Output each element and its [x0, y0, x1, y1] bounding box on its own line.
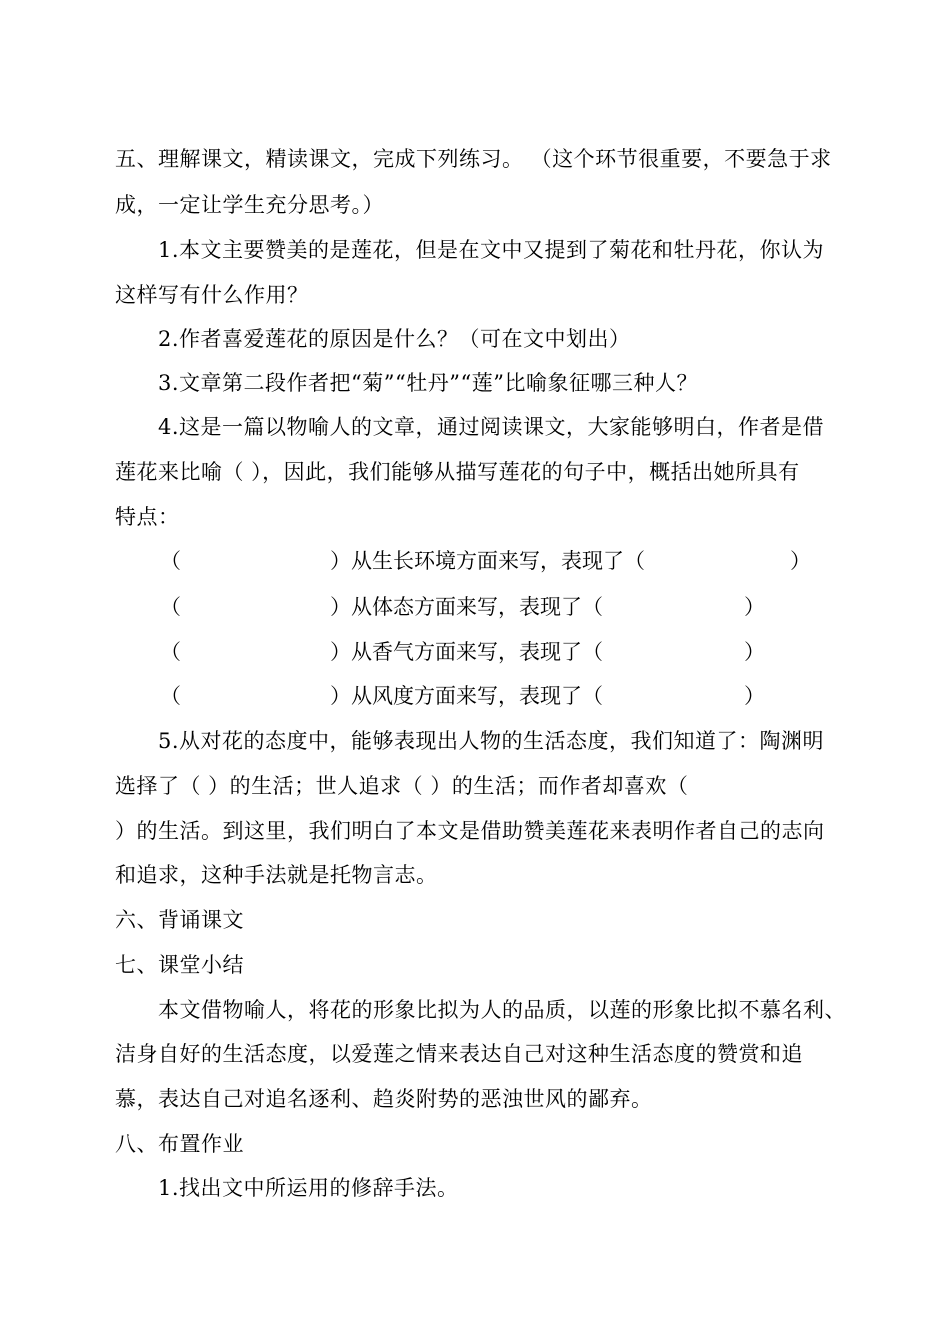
- blank-close: ）: [744, 595, 765, 619]
- blank-middle: ）从生长环境方面来写，表现了（: [330, 549, 645, 573]
- section8-heading: 八、布置作业: [115, 1132, 244, 1156]
- blank-close: ）: [744, 684, 765, 708]
- blank-open: （: [160, 549, 181, 573]
- question-5-line1: 5.从对花的态度中，能够表现出人物的生活态度，我们知道了：陶渊明: [158, 729, 825, 753]
- homework-item-1: 1.找出文中所运用的修辞手法。: [158, 1176, 459, 1200]
- question-2: 2.作者喜爱莲花的原因是什么？（可在文中划出）: [158, 327, 631, 351]
- question-4-line2: 莲花来比喻（ ），因此，我们能够从描写莲花的句子中，概括出她所具有: [115, 460, 800, 484]
- summary-line2: 洁身自好的生活态度，以爱莲之情来表达自己对这种生活态度的赞赏和追: [115, 1042, 803, 1066]
- question-1-line1: 1.本文主要赞美的是莲花，但是在文中又提到了菊花和牡丹花，你认为: [158, 238, 825, 262]
- section6-heading: 六、背诵课文: [115, 908, 244, 932]
- section5-heading-line1: 五、理解课文，精读课文，完成下列练习。 （这个环节很重要，不要急于求: [115, 147, 832, 171]
- summary-line1: 本文借物喻人，将花的形象比拟为人的品质，以莲的形象比拟不慕名利、: [158, 998, 846, 1022]
- question-5-line3: ）的生活。到这里，我们明白了本文是借助赞美莲花来表明作者自己的志向: [115, 819, 825, 843]
- blank-open: （: [160, 640, 181, 664]
- question-5-line4: 和追求，这种手法就是托物言志。: [115, 863, 438, 887]
- question-3: 3.文章第二段作者把“菊”“牡丹”“莲”比喻象征哪三种人？: [158, 371, 698, 395]
- blank-open: （: [160, 684, 181, 708]
- question-4-line3: 特点：: [115, 505, 180, 529]
- blank-close: ）: [790, 549, 811, 573]
- summary-line3: 慕，表达自己对追名逐利、趋炎附势的恶浊世风的鄙弃。: [115, 1087, 653, 1111]
- blank-open: （: [160, 595, 181, 619]
- section5-heading-line2: 成，一定让学生充分思考。）: [115, 193, 384, 217]
- blank-close: ）: [744, 640, 765, 664]
- question-1-line2: 这样写有什么作用？: [115, 283, 309, 307]
- section7-heading: 七、课堂小结: [115, 953, 244, 977]
- blank-middle: ）从香气方面来写，表现了（: [330, 640, 603, 664]
- blank-middle: ）从体态方面来写，表现了（: [330, 595, 603, 619]
- question-5-line2: 选择了（ ）的生活；世人追求（ ）的生活；而作者却喜欢（: [115, 774, 689, 798]
- question-4-line1: 4.这是一篇以物喻人的文章，通过阅读课文，大家能够明白，作者是借: [158, 415, 825, 439]
- blank-middle: ）从风度方面来写，表现了（: [330, 684, 603, 708]
